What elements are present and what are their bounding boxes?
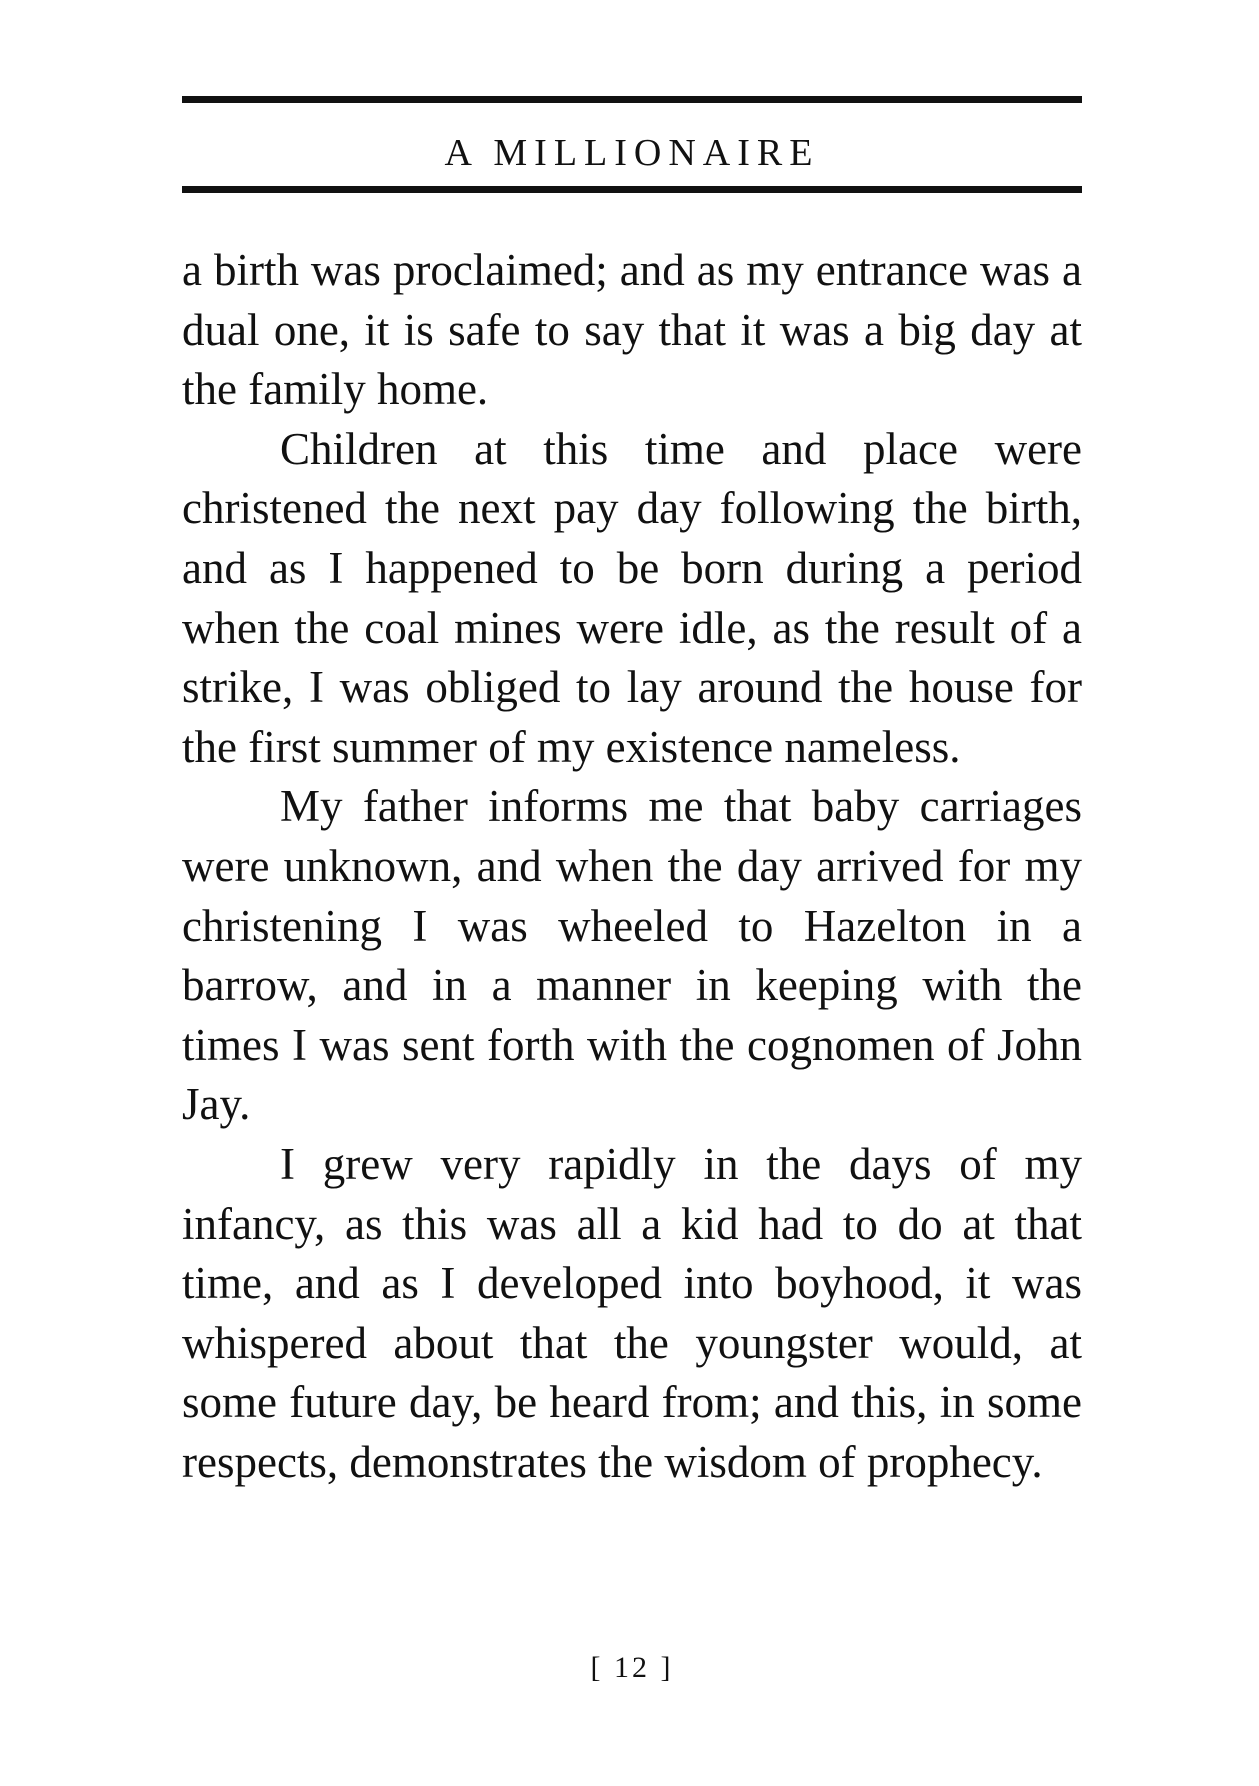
body-text: [182, 241, 1082, 1492]
book-page: [182, 96, 1082, 1684]
paragraph-2: Children at this time and place were christened the next pay day following the birth, and as I happened to be born during a period when the coal mines were idle, as the result of a strike, I was obliged to lay around the house for the first summer of my existence nameless.: [182, 423, 1082, 772]
header-rule-top: [182, 96, 1082, 103]
paragraph-4: I grew very rapidly in the days of my infancy, as this was all a kid had to do at that time, and as I developed into boyhood, it was whispered about that the youngster would, at some future day, be heard from; and this, in some respects, demonstrates the wisdom of prophecy.: [182, 1138, 1082, 1487]
page-number: [ 12 ]: [590, 1651, 674, 1684]
header-rule-bottom: [182, 186, 1082, 193]
running-head: A MILLIONAIRE: [444, 132, 820, 174]
paragraph-1: a birth was proclaimed; and as my entrance was a dual one, it is safe to say that it was a big day at the family home.: [182, 245, 1082, 415]
paragraph-3: My father informs me that baby carriages were unknown, and when the day arrived for my christening I was wheeled to Hazelton in a barrow, and in a manner in keeping with the times I was sent forth with the cognomen of John Jay.: [182, 781, 1082, 1130]
